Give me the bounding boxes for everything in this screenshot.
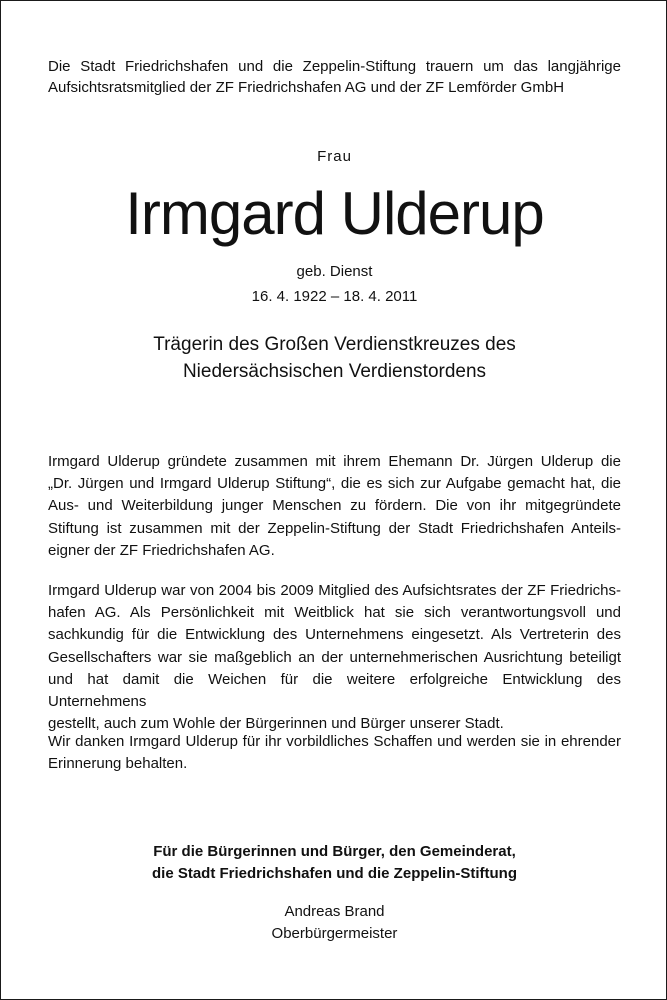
salutation: Frau <box>317 148 352 165</box>
header-line: Aufsichtsratsmitglied der ZF Friedrichshafen AG und der ZF Lemförder GmbH <box>48 79 565 96</box>
honor-line: Trägerin des Großen Verdienstkreuzes des <box>153 334 516 355</box>
signer-block <box>1 901 667 945</box>
signoff-line: Für die Bürgerinnen und Bürger, den Gemeinderat, <box>153 843 516 860</box>
text-line: Aus- und Weiterbildung junger Menschen zu fördern. Die von ihr mitgegründete <box>48 497 621 515</box>
text-line: Erinnerung behalten. <box>48 755 188 773</box>
text-line: sachkundig für die Entwicklung des Unternehmens eingesetzt. Als Vertreterin des <box>48 626 621 644</box>
text-line: gestellt, auch zum Wohle der Bürgerinnen und Bürger unserer Stadt. <box>48 715 504 733</box>
mourning-header <box>48 56 621 98</box>
text-line: und hat damit die Weichen für die weitere erfolgreiche Entwicklung des Unternehmens <box>48 670 621 711</box>
text-line: hafen AG. Als Persönlichkeit mit Weitblick hat sie sich verantwortungsvoll und <box>48 604 621 622</box>
text-line: Irmgard Ulderup war von 2004 bis 2009 Mitglied des Aufsichtsrates der ZF Friedrichs- <box>48 582 621 599</box>
header-line: Die Stadt Friedrichshafen und die Zeppelin-Stiftung trauern um das langjährige <box>48 58 621 75</box>
signoff-block <box>1 841 667 885</box>
honor-text <box>1 331 667 385</box>
signer-name: Andreas Brand <box>284 903 385 920</box>
body-paragraph-1 <box>48 451 621 562</box>
deceased-name: Irmgard Ulderup <box>125 180 544 247</box>
text-line: Gesellschafters war sie maßgeblich an der unternehmerischen Ausrichtung beteiligt <box>48 648 621 666</box>
birth-name: geb. Dienst <box>296 263 373 280</box>
honor-line: Niedersächsischen Verdienstordens <box>182 361 487 382</box>
text-line: „Dr. Jürgen und Irmgard Ulderup Stiftung“, die es sich zur Aufgabe gemacht hat, die <box>48 475 621 493</box>
signoff-line: die Stadt Friedrichshafen und die Zeppelin-Stiftung <box>151 865 517 882</box>
text-line: Irmgard Ulderup gründete zusammen mit ihrem Ehemann Dr. Jürgen Ulderup die <box>48 453 621 470</box>
text-line: eigner der ZF Friedrichshafen AG. <box>48 541 275 559</box>
body-paragraph-2 <box>48 580 621 735</box>
text-line: Stiftung ist zusammen mit der Zeppelin-Stiftung der Stadt Friedrichshafen Anteils- <box>48 519 621 537</box>
signer-title: Oberbürgermeister <box>271 925 398 942</box>
body-paragraph-3 <box>48 731 621 775</box>
life-dates: 16. 4. 1922 – 18. 4. 2011 <box>251 288 418 305</box>
text-line: Wir danken Irmgard Ulderup für ihr vorbildliches Schaffen und werden sie in ehrender <box>48 733 621 750</box>
